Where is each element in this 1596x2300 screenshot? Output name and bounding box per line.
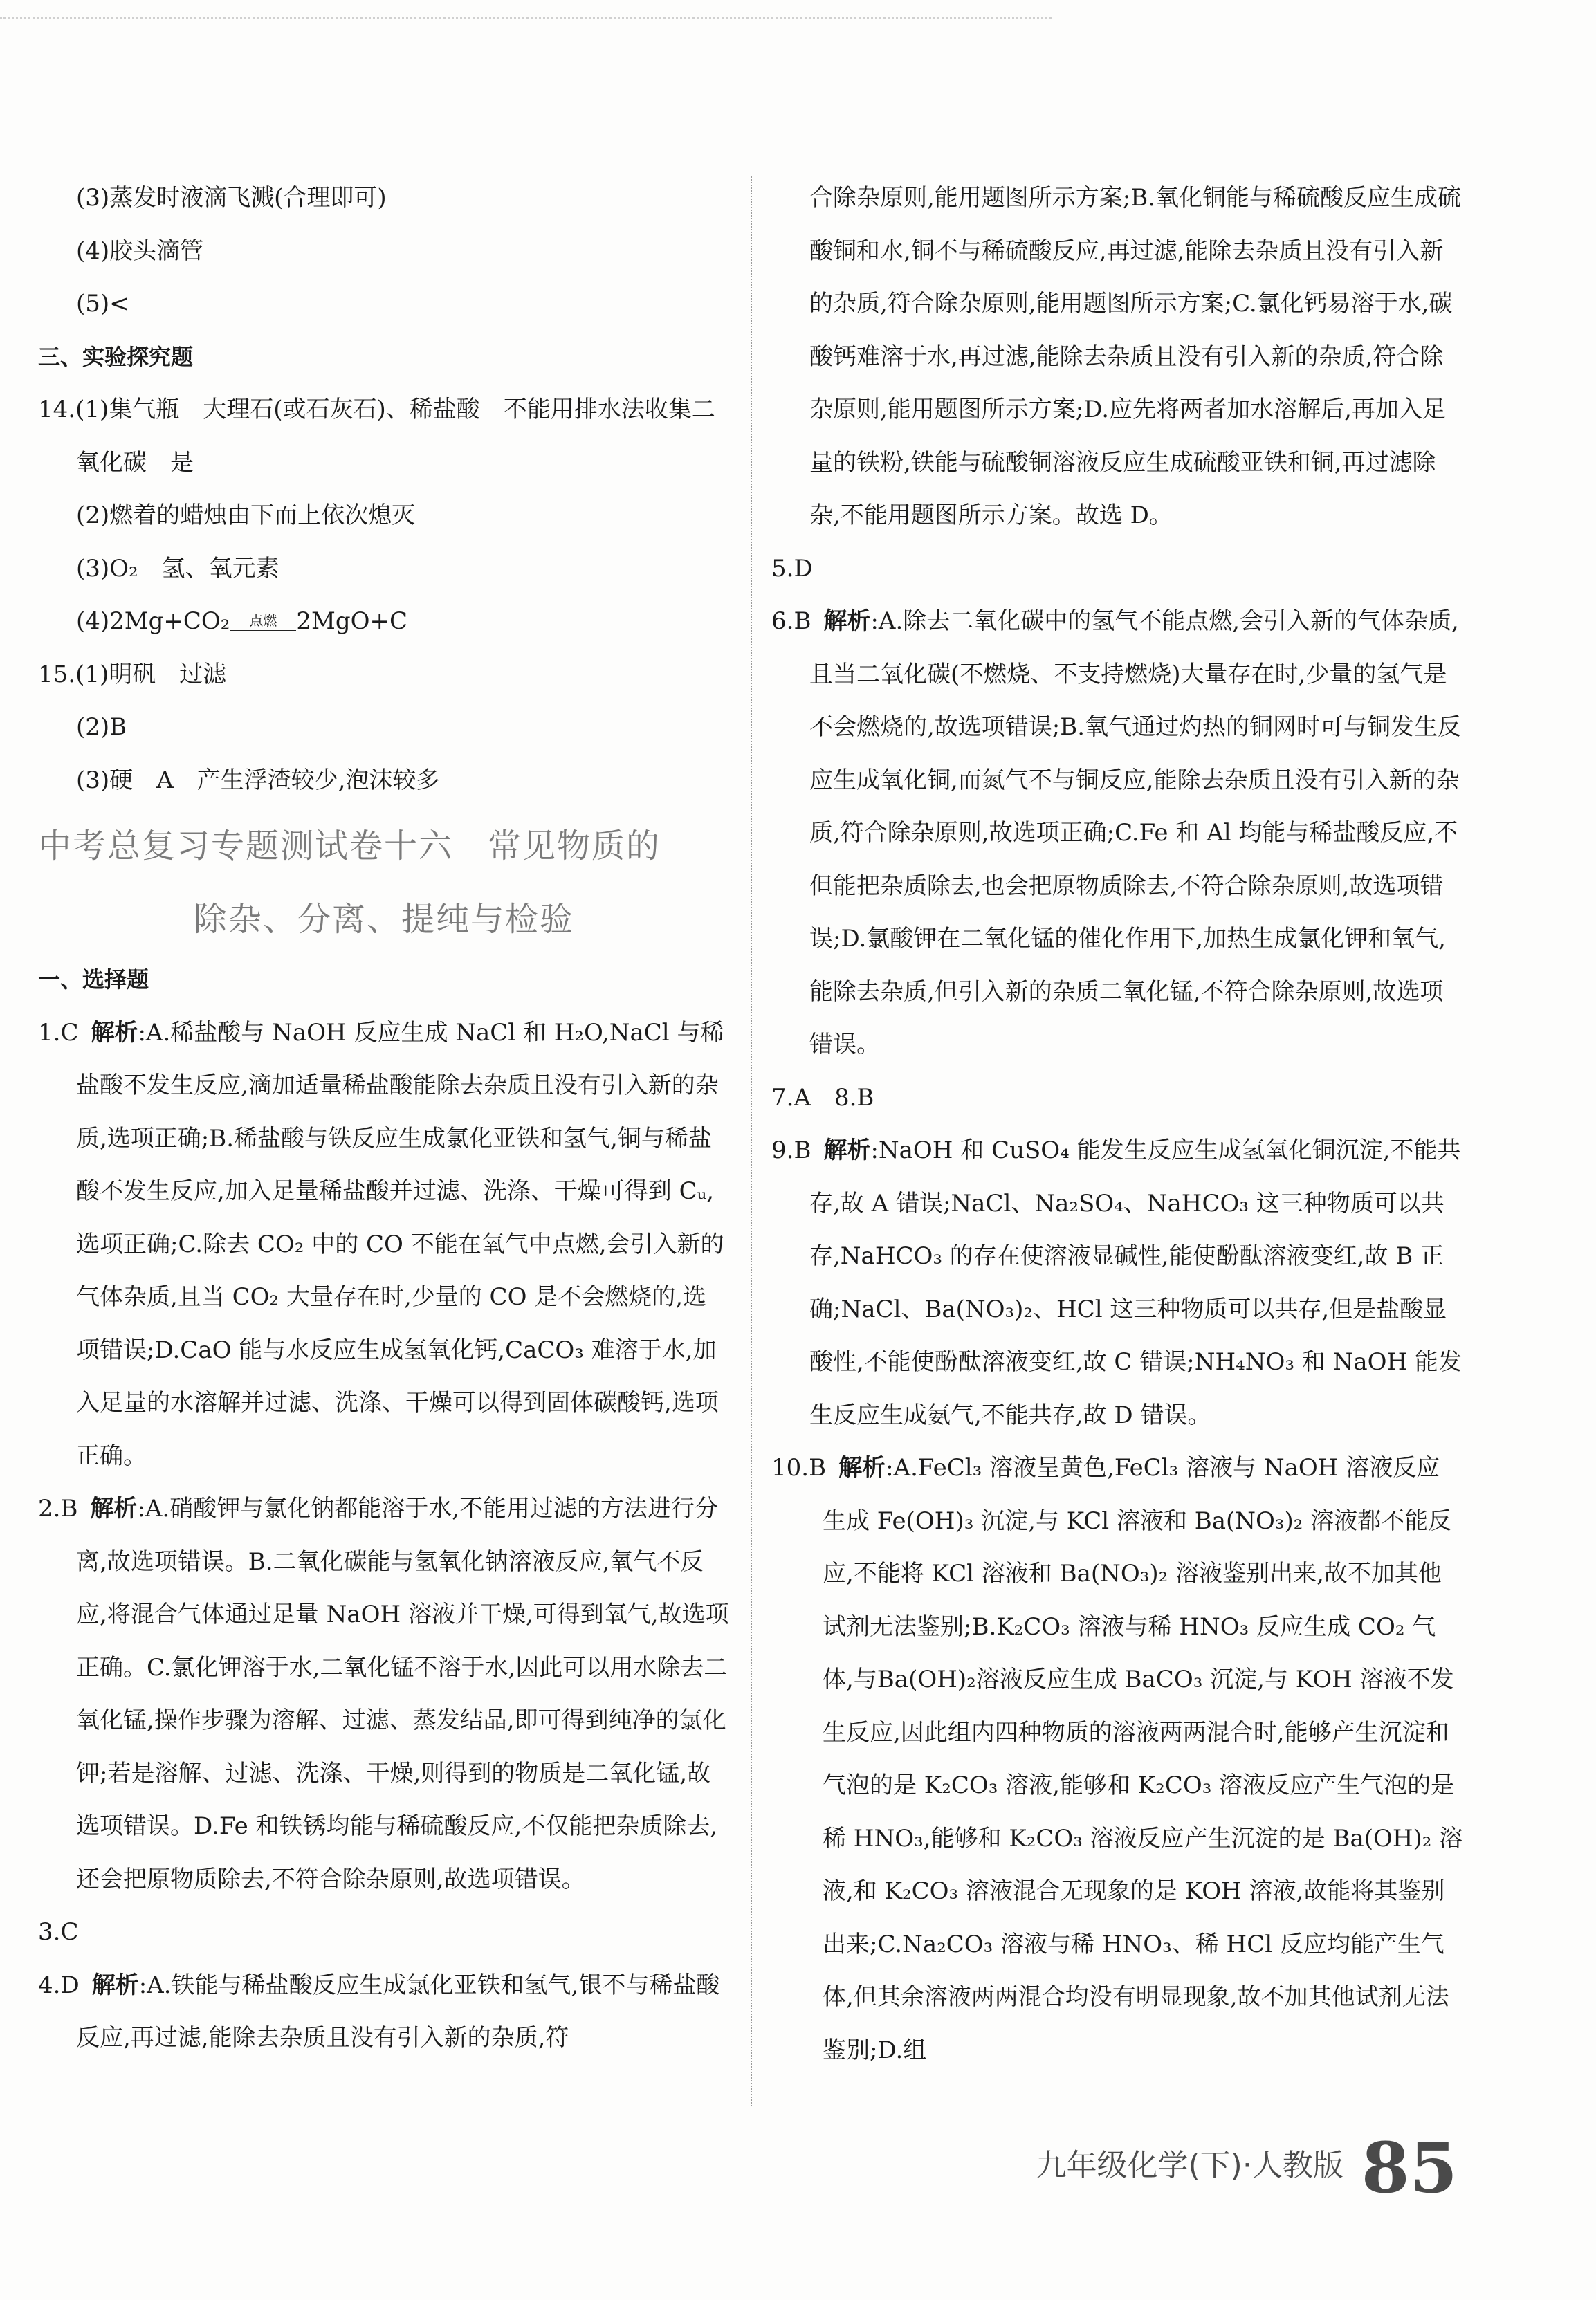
page-number: 85 bbox=[1361, 2127, 1458, 2209]
q1-analysis: :A.稀盐酸与 NaOH 反应生成 NaCl 和 H₂O,NaCl 与稀盐酸不发生反应,滴加适量稀盐酸能除去杂质且没有引入新的杂质,选项正确;B.稀盐酸与铁反应生成氯化亚铁和氢气,铜与稀盐酸不发生反应,加入足量稀盐酸并过滤、洗涤、干燥可得到 Cᵤ,选项正确;C.除去 CO₂ 中的 CO 不能在氧气中点燃,会引入新的气体杂质,且当 CO₂ 大量存在时,少量的 CO 是不会燃烧的,选项错误;D.CaO 能与水反应生成氢氧化钙,CaCO₃ 难溶于水,加入足量的水溶解并过滤、洗涤、干燥可以得到固体碳酸钙,选项正确。 bbox=[76, 1018, 724, 1470]
q7-q8-answers: 7.A 8.B bbox=[771, 1083, 874, 1112]
right-column bbox=[771, 172, 1463, 2077]
q5-answer: 5.D bbox=[771, 554, 813, 582]
equation-products: 2MgO+C bbox=[296, 607, 407, 635]
q13-part3: (3)蒸发时液滴飞溅(合理即可) bbox=[76, 184, 387, 212]
q15-part2: (2)B bbox=[76, 713, 127, 741]
reaction-condition: 点燃 bbox=[249, 611, 277, 629]
analysis-label: 解析 bbox=[91, 1971, 139, 1999]
reaction-arrow bbox=[230, 611, 296, 632]
q6-answer bbox=[771, 595, 1463, 1071]
q14-part1: 14.(1)集气瓶 大理石(或石灰石)、稀盐酸 不能用排水法收集二氧化碳 是 bbox=[38, 396, 715, 477]
section-experiment-heading: 三、实验探究题 bbox=[38, 343, 194, 370]
q2-answer bbox=[38, 1482, 730, 1906]
analysis-label: 解析 bbox=[823, 607, 871, 635]
q6-head: 6.B bbox=[771, 607, 811, 635]
section-choice-heading: 一、选择题 bbox=[38, 966, 149, 993]
q9-head: 9.B bbox=[771, 1137, 811, 1164]
page-footer bbox=[1036, 2127, 1458, 2209]
q10-analysis: :A.FeCl₃ 溶液呈黄色,FeCl₃ 溶液与 NaOH 溶液反应生成 Fe(OH)₃ 沉淀,与 KCl 溶液和 Ba(NO₃)₂ 溶液都不能反应,不能将 KCl 溶液和 Ba(NO₃)₂ 溶液鉴别出来,故不加其他试剂无法鉴别;B.K₂CO₃ 溶液与稀 HNO₃ 反应生成 CO₂ 气体,与Ba(OH)₂溶液反应生成 BaCO₃ 沉淀,与 KOH 溶液不发生反应,因此组内四种物质的溶液两两混合时,能够产生沉淀和气泡的是 K₂CO₃ 溶液,能够和 K₂CO₃ 溶液反应产生气泡的是稀 HNO₃,能够和 K₂CO₃ 溶液反应产生沉淀的是 Ba(OH)₂ 溶液,和 K₂CO₃ 溶液混合无现象的是 KOH 溶液,故能将其鉴别出来;C.Na₂CO₃ 溶液与稀 HNO₃、稀 HCl 反应均能产生气体,但其余溶液两两混合均没有明显现象,故不加其他试剂无法鉴别;D.组 bbox=[823, 1454, 1463, 2064]
q2-analysis: :A.硝酸钾与氯化钠都能溶于水,不能用过滤的方法进行分离,故选项错误。B.二氧化碳能与氢氧化钠溶液反应,氧气不反应,将混合气体通过足量 NaOH 溶液并干燥,可得到氧气,故选项正确。C.氯化钾溶于水,二氧化锰不溶于水,因此可以用水除去二氧化锰,操作步骤为溶解、过滤、蒸发结晶,即可得到纯净的氯化钾;若是溶解、过滤、洗涤、干燥,则得到的物质是二氧化锰,故选项错误。D.Fe 和铁锈均能与稀硫酸反应,不仅能把杂质除去,还会把原物质除去,不符合除杂原则,故选项错误。 bbox=[76, 1495, 729, 1893]
q14-part4-equation bbox=[38, 595, 730, 648]
analysis-label: 解析 bbox=[823, 1137, 871, 1164]
analysis-label: 解析 bbox=[90, 1495, 138, 1522]
q4-answer bbox=[38, 1959, 730, 2065]
q10-answer bbox=[771, 1442, 1463, 2077]
unit-title-line2: 除杂、分离、提纯与检验 bbox=[193, 900, 574, 939]
unit-title-line1: 中考总复习专题测试卷十六 常见物质的 bbox=[38, 827, 661, 865]
q10-head: 10.B bbox=[771, 1454, 827, 1482]
q1-answer bbox=[38, 1006, 730, 1483]
q15-part1: 15.(1)明矾 过滤 bbox=[38, 660, 227, 688]
q4-head: 4.D bbox=[38, 1971, 80, 1999]
q9-analysis: :NaOH 和 CuSO₄ 能发生反应生成氢氧化铜沉淀,不能共存,故 A 错误;NaCl、Na₂SO₄、NaHCO₃ 这三种物质可以共存,NaHCO₃ 的存在使溶液显碱性,能使酚酞溶液变红,故 B 正确;NaCl、Ba(NO₃)₂、HCl 这三种物质可以共存,但是盐酸显酸性,不能使酚酞溶液变红,故 C 错误;NH₄NO₃ 和 NaOH 能发生反应生成氨气,不能共存,故 D 错误。 bbox=[809, 1137, 1462, 1429]
q4-analysis-continued: 合除杂原则,能用题图所示方案;B.氧化铜能与稀硫酸反应生成硫酸铜和水,铜不与稀硫酸反应,再过滤,能除去杂质且没有引入新的杂质,符合除杂原则,能用题图所示方案;C.氯化钙易溶于水,碳酸钙难溶于水,再过滤,能除去杂质且没有引入新的杂质,符合除杂原则,能用题图所示方案;D.应先将两者加水溶解后,再加入足量的铁粉,铁能与硫酸铜溶液反应生成硫酸亚铁和铜,再过滤除杂,不能用题图所示方案。故选 D。 bbox=[809, 184, 1462, 529]
q14-part2: (2)燃着的蜡烛由下而上依次熄灭 bbox=[76, 502, 416, 529]
top-rule bbox=[0, 17, 1052, 19]
q2-head: 2.B bbox=[38, 1495, 78, 1522]
analysis-label: 解析 bbox=[91, 1018, 138, 1047]
column-divider bbox=[751, 176, 752, 2106]
q13-part4: (4)胶头滴管 bbox=[76, 237, 204, 265]
equation-reactants: (4)2Mg+CO₂ bbox=[76, 607, 230, 635]
analysis-label: 解析 bbox=[838, 1454, 886, 1482]
left-column bbox=[38, 172, 730, 2065]
q3-answer: 3.C bbox=[38, 1918, 79, 1946]
q6-analysis: :A.除去二氧化碳中的氢气不能点燃,会引入新的气体杂质,且当二氧化碳(不燃烧、不支持燃烧)大量存在时,少量的氢气是不会燃烧的,故选项错误;B.氧气通过灼热的铜网时可与铜发生反应生成氧化铜,而氮气不与铜反应,能除去杂质且没有引入新的杂质,符合除杂原则,故选项正确;C.Fe 和 Al 均能与稀盐酸反应,不但能把杂质除去,也会把原物质除去,不符合除杂原则,故选项错误;D.氯酸钾在二氧化锰的催化作用下,加热生成氯化钾和氧气,能除去杂质,但引入新的杂质二氧化锰,不符合除杂原则,故选项错误。 bbox=[809, 607, 1462, 1058]
q15-part3: (3)硬 A 产生浮渣较少,泡沫较多 bbox=[76, 766, 440, 794]
book-title: 九年级化学(下)·人教版 bbox=[1036, 2148, 1343, 2183]
q9-answer bbox=[771, 1124, 1463, 1442]
q13-part5: (5)< bbox=[76, 290, 129, 318]
q1-head: 1.C bbox=[38, 1018, 79, 1047]
q4-analysis: :A.铁能与稀盐酸反应生成氯化亚铁和氢气,银不与稀盐酸反应,再过滤,能除去杂质且没有引入新的杂质,符 bbox=[76, 1971, 720, 2052]
q14-part3: (3)O₂ 氢、氧元素 bbox=[76, 554, 279, 582]
